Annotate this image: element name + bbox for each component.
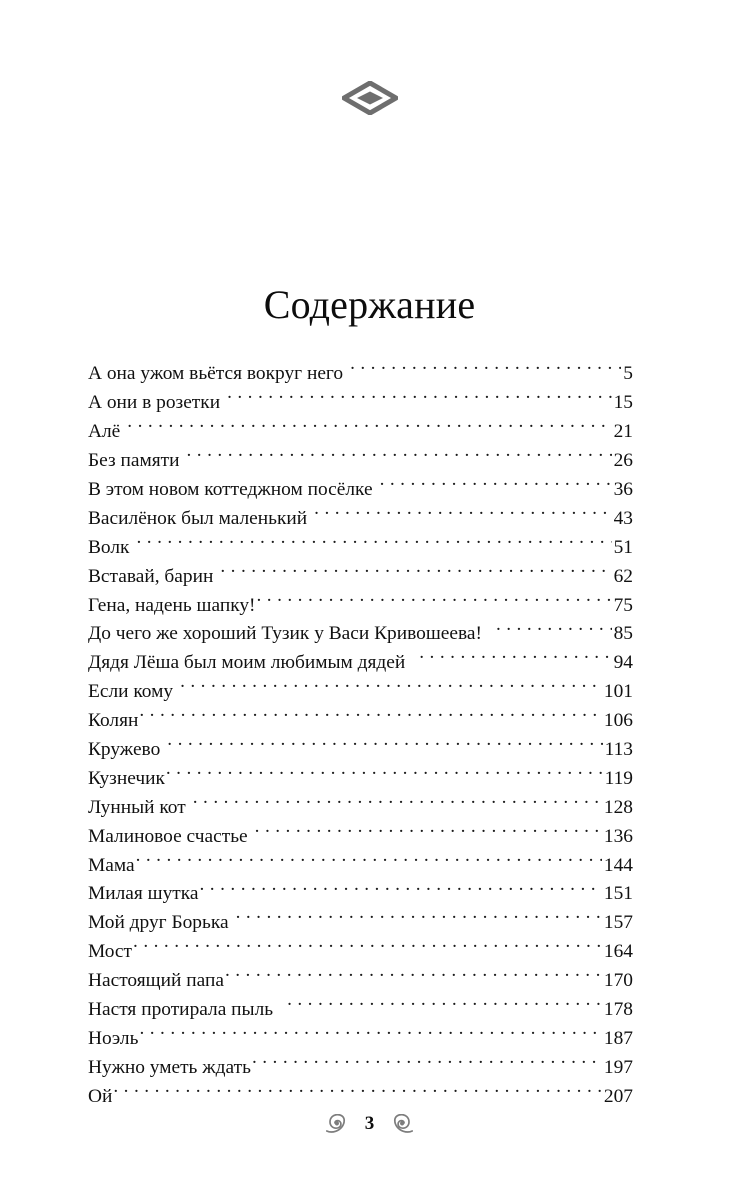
toc-entry-page-number: 187 <box>603 1027 633 1049</box>
toc-entry-page-number: 207 <box>603 1085 633 1107</box>
toc-entry-page-number: 94 <box>613 652 633 674</box>
toc-entry[interactable] <box>88 620 633 649</box>
toc-leader-dots <box>136 533 611 552</box>
toc-entry-page-number: 106 <box>603 710 633 732</box>
toc-entry[interactable] <box>88 533 633 562</box>
toc-entry[interactable] <box>88 880 633 909</box>
toc-entry-page-number: 85 <box>613 623 633 645</box>
toc-entry-title: Если кому <box>88 681 174 703</box>
toc-entry[interactable] <box>88 591 633 620</box>
toc-entry[interactable] <box>88 707 633 736</box>
toc-leader-dots <box>350 360 621 379</box>
toc-leader-dots <box>314 504 611 523</box>
toc-leader-dots <box>255 822 602 841</box>
toc-entry-page-number: 43 <box>613 507 633 529</box>
top-ornament <box>0 74 739 122</box>
toc-leader-dots <box>139 707 602 726</box>
toc-entry[interactable] <box>88 909 633 938</box>
toc-leader-dots <box>127 418 611 437</box>
toc-entry-page-number: 75 <box>613 594 633 616</box>
toc-entry-page-number: 157 <box>603 912 633 934</box>
toc-leader-dots <box>136 851 602 870</box>
toc-entry-title: Без памяти <box>88 450 180 472</box>
toc-entry-page-number: 119 <box>604 767 633 789</box>
toc-entry-title: Нужно уметь ждать <box>88 1056 251 1078</box>
toc-entry[interactable] <box>88 476 633 505</box>
toc-entry[interactable] <box>88 447 633 476</box>
toc-entry-page-number: 164 <box>603 941 633 963</box>
toc-entry-title: Милая шутка <box>88 883 199 905</box>
toc-entry[interactable] <box>88 1024 633 1053</box>
toc-entry-title: Волк <box>88 536 130 558</box>
toc-entry-page-number: 101 <box>603 681 633 703</box>
toc-leader-dots <box>200 880 602 899</box>
toc-entry[interactable] <box>88 360 633 389</box>
toc-leader-dots <box>227 389 612 408</box>
toc-leader-dots <box>236 909 602 928</box>
toc-entry-title: Лунный кот <box>88 796 186 818</box>
toc-entry-page-number: 178 <box>603 998 633 1020</box>
toc-entry-title: Кузнечик <box>88 767 165 789</box>
toc-leader-dots <box>225 967 602 986</box>
toc-leader-dots <box>180 678 602 697</box>
toc-entry-title: Мой друг Борька <box>88 912 229 934</box>
toc-entry-page-number: 136 <box>603 825 633 847</box>
toc-leader-dots <box>252 1053 602 1072</box>
toc-entry-page-number: 144 <box>603 854 633 876</box>
toc-entry-title: Ноэль <box>88 1027 139 1049</box>
toc-entry-title: Ой <box>88 1085 113 1107</box>
toc-entry[interactable] <box>88 938 633 967</box>
toc-entry[interactable] <box>88 764 633 793</box>
toc-entry[interactable] <box>88 504 633 533</box>
toc-entry-title: А она ужом вьётся вокруг него <box>88 363 344 385</box>
toc-entry[interactable] <box>88 793 633 822</box>
swirl-ornament-right-icon <box>391 1114 413 1134</box>
toc-entry-title: Гена, надень шапку! <box>88 594 256 616</box>
toc-entry[interactable] <box>88 389 633 418</box>
toc-entry-title: До чего же хороший Тузик у Васи Кривошеева! <box>88 623 482 645</box>
page-number: 3 <box>364 1112 375 1134</box>
toc-entry-title: Кружево <box>88 738 161 760</box>
toc-entry-title: Вставай, барин <box>88 565 214 587</box>
toc-leader-dots <box>167 736 602 755</box>
page-footer <box>0 1106 739 1142</box>
toc-entry-title: Настоящий папа <box>88 970 224 992</box>
toc-entry[interactable] <box>88 418 633 447</box>
table-of-contents <box>88 360 633 1111</box>
toc-entry-page-number: 197 <box>603 1056 633 1078</box>
toc-entry-page-number: 62 <box>613 565 633 587</box>
toc-entry-page-number: 5 <box>623 363 633 385</box>
toc-entry[interactable] <box>88 822 633 851</box>
toc-entry[interactable] <box>88 967 633 996</box>
toc-entry-title: Колян <box>88 710 139 732</box>
toc-entry-title: Мама <box>88 854 135 876</box>
toc-entry[interactable] <box>88 996 633 1025</box>
toc-entry[interactable] <box>88 851 633 880</box>
swirl-ornament-left-icon <box>326 1114 348 1134</box>
toc-entry[interactable] <box>88 736 633 765</box>
toc-entry-title: Настя протирала пыль <box>88 998 274 1020</box>
toc-leader-dots <box>257 591 612 610</box>
toc-entry[interactable] <box>88 649 633 678</box>
toc-entry-page-number: 36 <box>613 478 633 500</box>
toc-entry-page-number: 151 <box>603 883 633 905</box>
toc-entry[interactable] <box>88 678 633 707</box>
toc-entry-page-number: 51 <box>613 536 633 558</box>
toc-entry-title: Мост <box>88 941 133 963</box>
toc-leader-dots <box>220 562 611 581</box>
toc-leader-dots <box>133 938 602 957</box>
toc-entry-page-number: 21 <box>613 421 633 443</box>
toc-entry-title: Дядя Лёша был моим любимым дядей <box>88 652 406 674</box>
toc-entry-title: В этом новом коттеджном посёлке <box>88 478 373 500</box>
toc-entry-page-number: 128 <box>603 796 633 818</box>
toc-entry-title: Малиновое счастье <box>88 825 248 847</box>
toc-leader-dots <box>187 447 612 466</box>
toc-leader-dots <box>380 476 612 495</box>
toc-entry-title: Василёнок был маленький <box>88 507 308 529</box>
toc-entry[interactable] <box>88 562 633 591</box>
toc-leader-dots <box>419 649 611 668</box>
toc-leader-dots <box>193 793 602 812</box>
toc-entry-page-number: 15 <box>613 392 633 414</box>
toc-leader-dots <box>113 1082 602 1101</box>
toc-entry-title: Алё <box>88 421 121 443</box>
toc-leader-dots <box>166 764 603 783</box>
toc-entry[interactable] <box>88 1053 633 1082</box>
toc-entry-title: А они в розетки <box>88 392 221 414</box>
toc-entry-page-number: 170 <box>603 970 633 992</box>
toc-entry-page-number: 113 <box>604 738 633 760</box>
toc-leader-dots <box>287 996 602 1015</box>
diamond-ornament-icon <box>342 81 398 115</box>
page-title: Содержание <box>263 282 476 327</box>
toc-leader-dots <box>496 620 612 639</box>
toc-entry-page-number: 26 <box>613 450 633 472</box>
toc-leader-dots <box>139 1024 601 1043</box>
